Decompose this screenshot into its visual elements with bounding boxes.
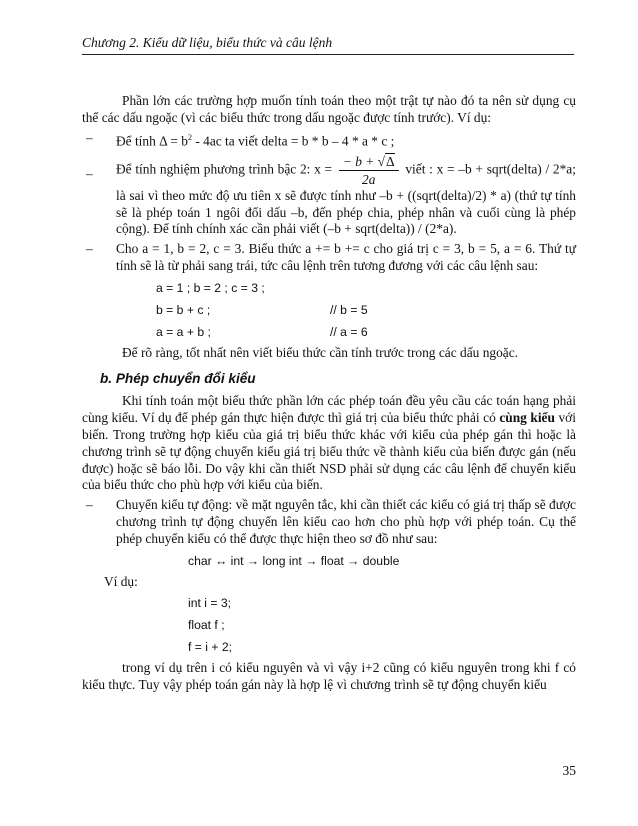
bullet-quadratic <box>82 153 576 238</box>
bullet-auto-conversion-text: Chuyển kiểu tự động: về mặt nguyên tắc, khi cần thiết các kiểu có giá trị thấp sẽ được chương trình tự động chuyển lên kiểu cao hơn cho phù hợp với phép toán. Cụ thể phép chuyển kiểu có thể được thực hiện theo sơ đồ như sau: <box>116 497 577 546</box>
bullet-dash: – <box>86 165 93 181</box>
running-header: Chương 2. Kiểu dữ liệu, biểu thức và câu lệnh <box>82 35 333 50</box>
page-body <box>82 93 576 694</box>
bullet-quadratic-explanation: viết : x = –b + sqrt(delta) / 2*a; là sai vì theo mức độ ưu tiên x sẽ được tính như –b + ((sqrt(delta)/2) * a) (thứ tự tính sẽ là phép toán 1 ngôi đổi dấu –b, đến phép chia, phép nhân và cuối cùng là phép cộng). Để tính chính xác cần phải viết (–b + sqrt(delta)) / (2*a). <box>116 161 576 237</box>
page-number: 35 <box>562 763 576 778</box>
fraction-denominator: 2a <box>362 171 376 187</box>
bullet-delta-text: Để tính Δ = b <box>116 133 188 149</box>
code-text: float f ; <box>188 618 225 633</box>
bullet-dash: – <box>86 129 93 145</box>
type-chain <box>82 550 576 572</box>
code-line <box>82 592 576 614</box>
bullet-dash: – <box>86 241 93 257</box>
paragraph-text: Khi tính toán một biểu thức phần lớn các phép toán đều yêu cầu các toán hạng phải cùng kiểu. Ví dụ để phép gán thực hiện được thì giá trị của biểu thức phải có <box>82 393 576 426</box>
bullet-dash: – <box>86 497 93 513</box>
code-line <box>82 321 576 343</box>
bullet-quadratic-text: Để tính nghiệm phương trình bậc 2: x = <box>116 161 333 177</box>
paragraph-example-explanation: trong ví dụ trên i có kiểu nguyên và vì vậy i+2 cũng có kiểu nguyên trong khi f có kiểu thực. Tuy vậy phép toán gán này là hợp lệ vì chương trình sẽ tự động chuyển kiểu <box>82 660 576 693</box>
code-comment: // a = 6 <box>330 324 368 339</box>
code-text: f = i + 2; <box>188 640 233 655</box>
code-line <box>82 636 576 658</box>
paragraph-intro: Phần lớn các trường hợp muốn tính toán theo một trật tự nào đó ta nên sử dụng cụ thể các dấu ngoặc (vì các biểu thức trong dấu ngoặc được tính trước). Ví dụ: <box>82 93 576 125</box>
fraction-numerator <box>339 153 399 171</box>
bold-term: cùng kiểu <box>499 410 555 426</box>
paragraph-text-end: với biến. Trong trường hợp kiểu của giá trị biểu thức khác với kiểu của phép gán thì hoặc là chương trình sẽ tự động chuyển kiểu giá trị biểu thức về thành kiểu của biến được gán (nếu được) hoặc sẽ báo lỗi. Do vậy khi cần thiết NSD phải sử dụng các câu lệnh để chuyển kiểu của biểu thức cho phù hợp với kiểu của biến. <box>82 410 576 493</box>
bullet-delta-text-end: - 4ac ta viết delta = b * b – 4 * a * c ; <box>191 133 395 149</box>
bullet-assignment-text: Cho a = 1, b = 2, c = 3. Biểu thức a += b += c cho giá trị c = 3, b = 5, a = 6. Thứ tự tính sẽ là từ phải sang trái, tức câu lệnh trên tương đương với các câu lệnh sau: <box>116 241 576 274</box>
code-line <box>82 299 576 321</box>
bullet-assignment <box>82 241 576 275</box>
code-text: b = b + c ; <box>156 302 211 317</box>
code-line <box>82 277 576 299</box>
superscript-two: 2 <box>187 132 192 142</box>
type-chain-text: char ↔ int → long int → float → double <box>188 553 400 568</box>
sqrt-icon: √ <box>377 153 385 169</box>
code-text: a = 1 ; b = 2 ; c = 3 ; <box>156 280 265 295</box>
radicand: Δ <box>386 153 395 169</box>
section-heading: b. Phép chuyển đổi kiểu <box>100 370 256 386</box>
code-comment: // b = 5 <box>330 302 368 317</box>
code-text: a = a + b ; <box>156 324 211 339</box>
bullet-auto-conversion <box>82 497 576 547</box>
header-rule <box>82 54 574 55</box>
quadratic-fraction <box>339 153 399 188</box>
code-text: int i = 3; <box>188 596 232 611</box>
bullet-delta <box>82 130 576 150</box>
paragraph-type-conversion <box>82 393 576 494</box>
numerator-text: − b + <box>342 153 378 169</box>
code-line <box>82 614 576 636</box>
paragraph-clarity: Để rõ ràng, tốt nhất nên viết biểu thức cần tính trước trong các dấu ngoặc. <box>122 344 519 360</box>
example-label: Ví dụ: <box>104 573 138 589</box>
